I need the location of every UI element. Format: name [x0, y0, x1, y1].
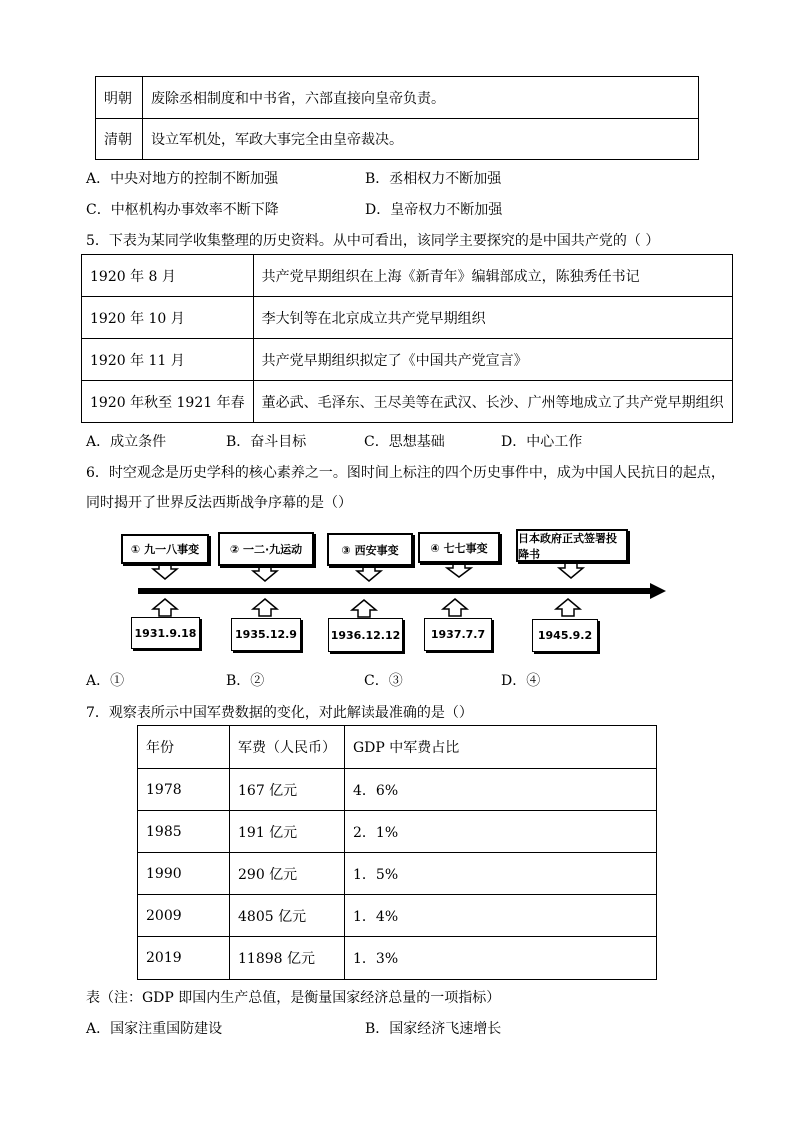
- q5-date-cell: 1920 年秋至 1921 年春: [82, 381, 254, 423]
- q6-timeline-diagram: [0, 520, 794, 660]
- q5-option-c: C．思想基础: [364, 434, 445, 450]
- q7-header-cell: 军费（人民币）: [230, 726, 345, 769]
- date-box-1935: 1935.12.9: [231, 618, 301, 651]
- date-box-1936: 1936.12.12: [328, 618, 403, 652]
- q7-cell: 2019: [138, 937, 230, 980]
- event-box-december9: ② 一二·九运动: [218, 532, 314, 566]
- q7-table: [137, 725, 657, 980]
- q7-stem: 7．观察表所示中国军费数据的变化，对此解读最准确的是（）: [86, 705, 473, 721]
- q5-event-cell: 共产党早期组织拟定了《中国共产党宣言》: [253, 339, 732, 381]
- q4-option-a: A．中央对地方的控制不断加强: [86, 171, 279, 187]
- q6-option-b: B．②: [226, 673, 265, 689]
- q6-option-d: D．④: [501, 673, 541, 689]
- q4-option-d: D．皇帝权力不断加强: [365, 202, 503, 218]
- q4-dynasty-cell: 明朝: [96, 77, 143, 119]
- q7-table-note: 表（注：GDP 即国内生产总值，是衡量国家经济总量的一项指标）: [86, 990, 501, 1006]
- q7-header-cell: 年份: [138, 726, 230, 769]
- q5-option-a: A．成立条件: [86, 434, 167, 450]
- q5-event-cell: 共产党早期组织在上海《新青年》编辑部成立，陈独秀任书记: [253, 255, 732, 297]
- q7-cell: 1985: [138, 811, 230, 853]
- q7-cell: 2．1%: [345, 811, 657, 853]
- q5-option-b: B．奋斗目标: [226, 434, 307, 450]
- q5-date-cell: 1920 年 10 月: [82, 297, 254, 339]
- q6-stem-line1: 6．时空观念是历史学科的核心素养之一。图时间上标注的四个历史事件中，成为中国人民抗日的起点，: [86, 465, 725, 481]
- event-box-surrender: 日本政府正式签署投降书: [516, 529, 628, 562]
- q7-cell: 1990: [138, 853, 230, 895]
- q5-table: [81, 254, 733, 423]
- q6-stem-line2: 同时揭开了世界反法西斯战争序幕的是（）: [86, 495, 352, 511]
- q7-cell: 1．3%: [345, 937, 657, 980]
- q7-cell: 1．5%: [345, 853, 657, 895]
- q7-cell: 191 亿元: [230, 811, 345, 853]
- q5-event-cell: 董必武、毛泽东、王尽美等在武汉、长沙、广州等地成立了共产党早期组织: [253, 381, 732, 423]
- event-box-xian: ③ 西安事变: [327, 533, 413, 566]
- q5-option-d: D．中心工作: [501, 434, 583, 450]
- event-box-marco-polo: ④ 七七事变: [418, 532, 500, 563]
- q7-option-b: B．国家经济飞速增长: [365, 1021, 502, 1037]
- q4-text-cell: 设立军机处，军政大事完全由皇帝裁决。: [143, 119, 699, 160]
- q7-cell: 11898 亿元: [230, 937, 345, 980]
- q7-cell: 167 亿元: [230, 769, 345, 811]
- q7-cell: 4．6%: [345, 769, 657, 811]
- q7-header-cell: GDP 中军费占比: [345, 726, 657, 769]
- q4-option-b: B．丞相权力不断加强: [365, 171, 502, 187]
- q7-option-a: A．国家注重国防建设: [86, 1021, 223, 1037]
- q7-cell: 290 亿元: [230, 853, 345, 895]
- q4-text-cell: 废除丞相制度和中书省，六部直接向皇帝负责。: [143, 77, 699, 119]
- q5-stem: 5．下表为某同学收集整理的历史资料。从中可看出，该同学主要探究的是中国共产党的（ ）: [86, 233, 660, 249]
- q7-cell: 4805 亿元: [230, 895, 345, 937]
- q6-option-c: C．③: [364, 673, 403, 689]
- date-box-1937: 1937.7.7: [424, 618, 492, 651]
- q5-date-cell: 1920 年 8 月: [82, 255, 254, 297]
- q4-dynasty-cell: 清朝: [96, 119, 143, 160]
- q6-option-a: A．①: [86, 673, 125, 689]
- q4-option-c: C．中枢机构办事效率不断下降: [86, 202, 279, 218]
- q7-cell: 1．4%: [345, 895, 657, 937]
- q7-cell: 1978: [138, 769, 230, 811]
- q5-event-cell: 李大钊等在北京成立共产党早期组织: [253, 297, 732, 339]
- q7-cell: 2009: [138, 895, 230, 937]
- date-box-1945: 1945.9.2: [532, 619, 598, 652]
- date-box-1931: 1931.9.18: [131, 617, 200, 649]
- q4-table: [95, 76, 699, 160]
- event-box-mukden: ① 九一八事变: [121, 534, 209, 564]
- q5-date-cell: 1920 年 11 月: [82, 339, 254, 381]
